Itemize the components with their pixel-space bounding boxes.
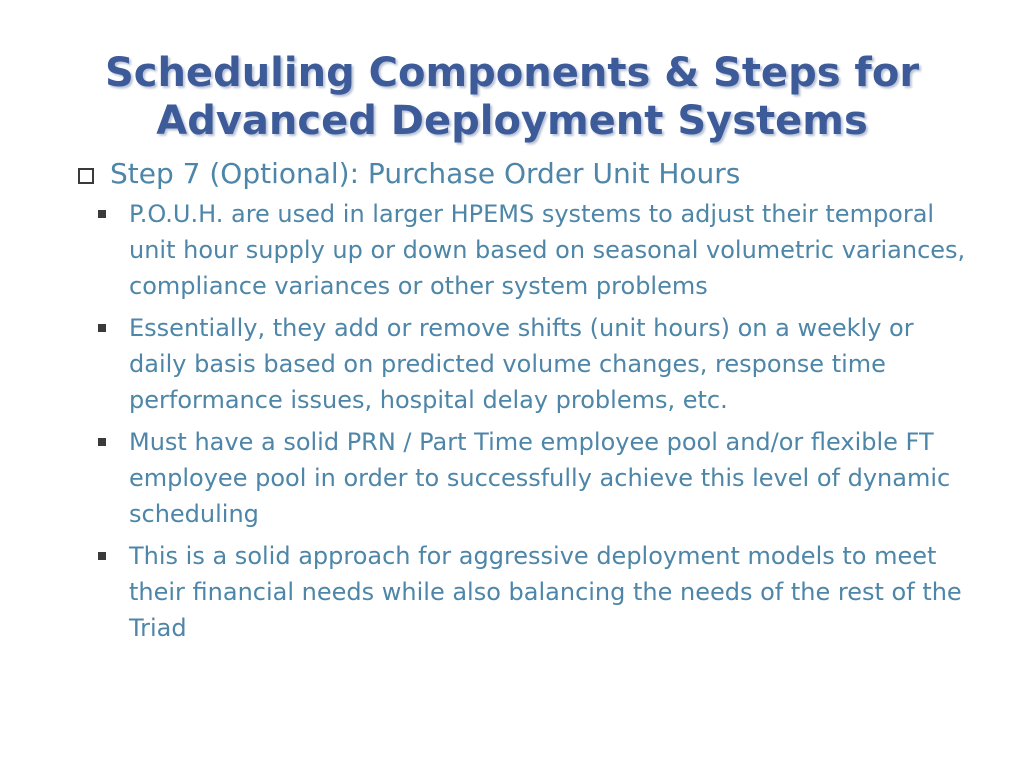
slide-title [40, 49, 984, 145]
title-line-1: Scheduling Components & Steps for [104, 49, 920, 96]
list-item [98, 424, 978, 532]
bullet-list [98, 196, 978, 646]
step-label: Step 7 (Optional): Purchase Order Unit Hours [110, 157, 741, 190]
hollow-square-bullet-icon [78, 168, 94, 184]
square-bullet-icon [98, 324, 106, 332]
list-item [98, 196, 978, 304]
square-bullet-icon [98, 438, 106, 446]
step-item [78, 156, 978, 192]
square-bullet-icon [98, 552, 106, 560]
bullet-text: Essentially, they add or remove shifts (unit hours) on a weekly or daily basis based on predicted volume changes, response time performance issues, hospital delay problems, etc. [129, 314, 914, 414]
bullet-text: Must have a solid PRN / Part Time employee pool and/or flexible FT employee pool in order to successfully achieve this level of dynamic scheduling [129, 428, 951, 528]
slide-content [78, 156, 978, 652]
bullet-text: This is a solid approach for aggressive deployment models to meet their financial needs while also balancing the needs of the rest of the Triad [129, 542, 962, 642]
list-item [98, 310, 978, 418]
title-line-2: Advanced Deployment Systems [156, 97, 868, 144]
list-item [98, 538, 978, 646]
square-bullet-icon [98, 210, 106, 218]
bullet-text: P.O.U.H. are used in larger HPEMS systems to adjust their temporal unit hour supply up or down based on seasonal volumetric variances, compliance variances or other system problems [129, 200, 966, 300]
